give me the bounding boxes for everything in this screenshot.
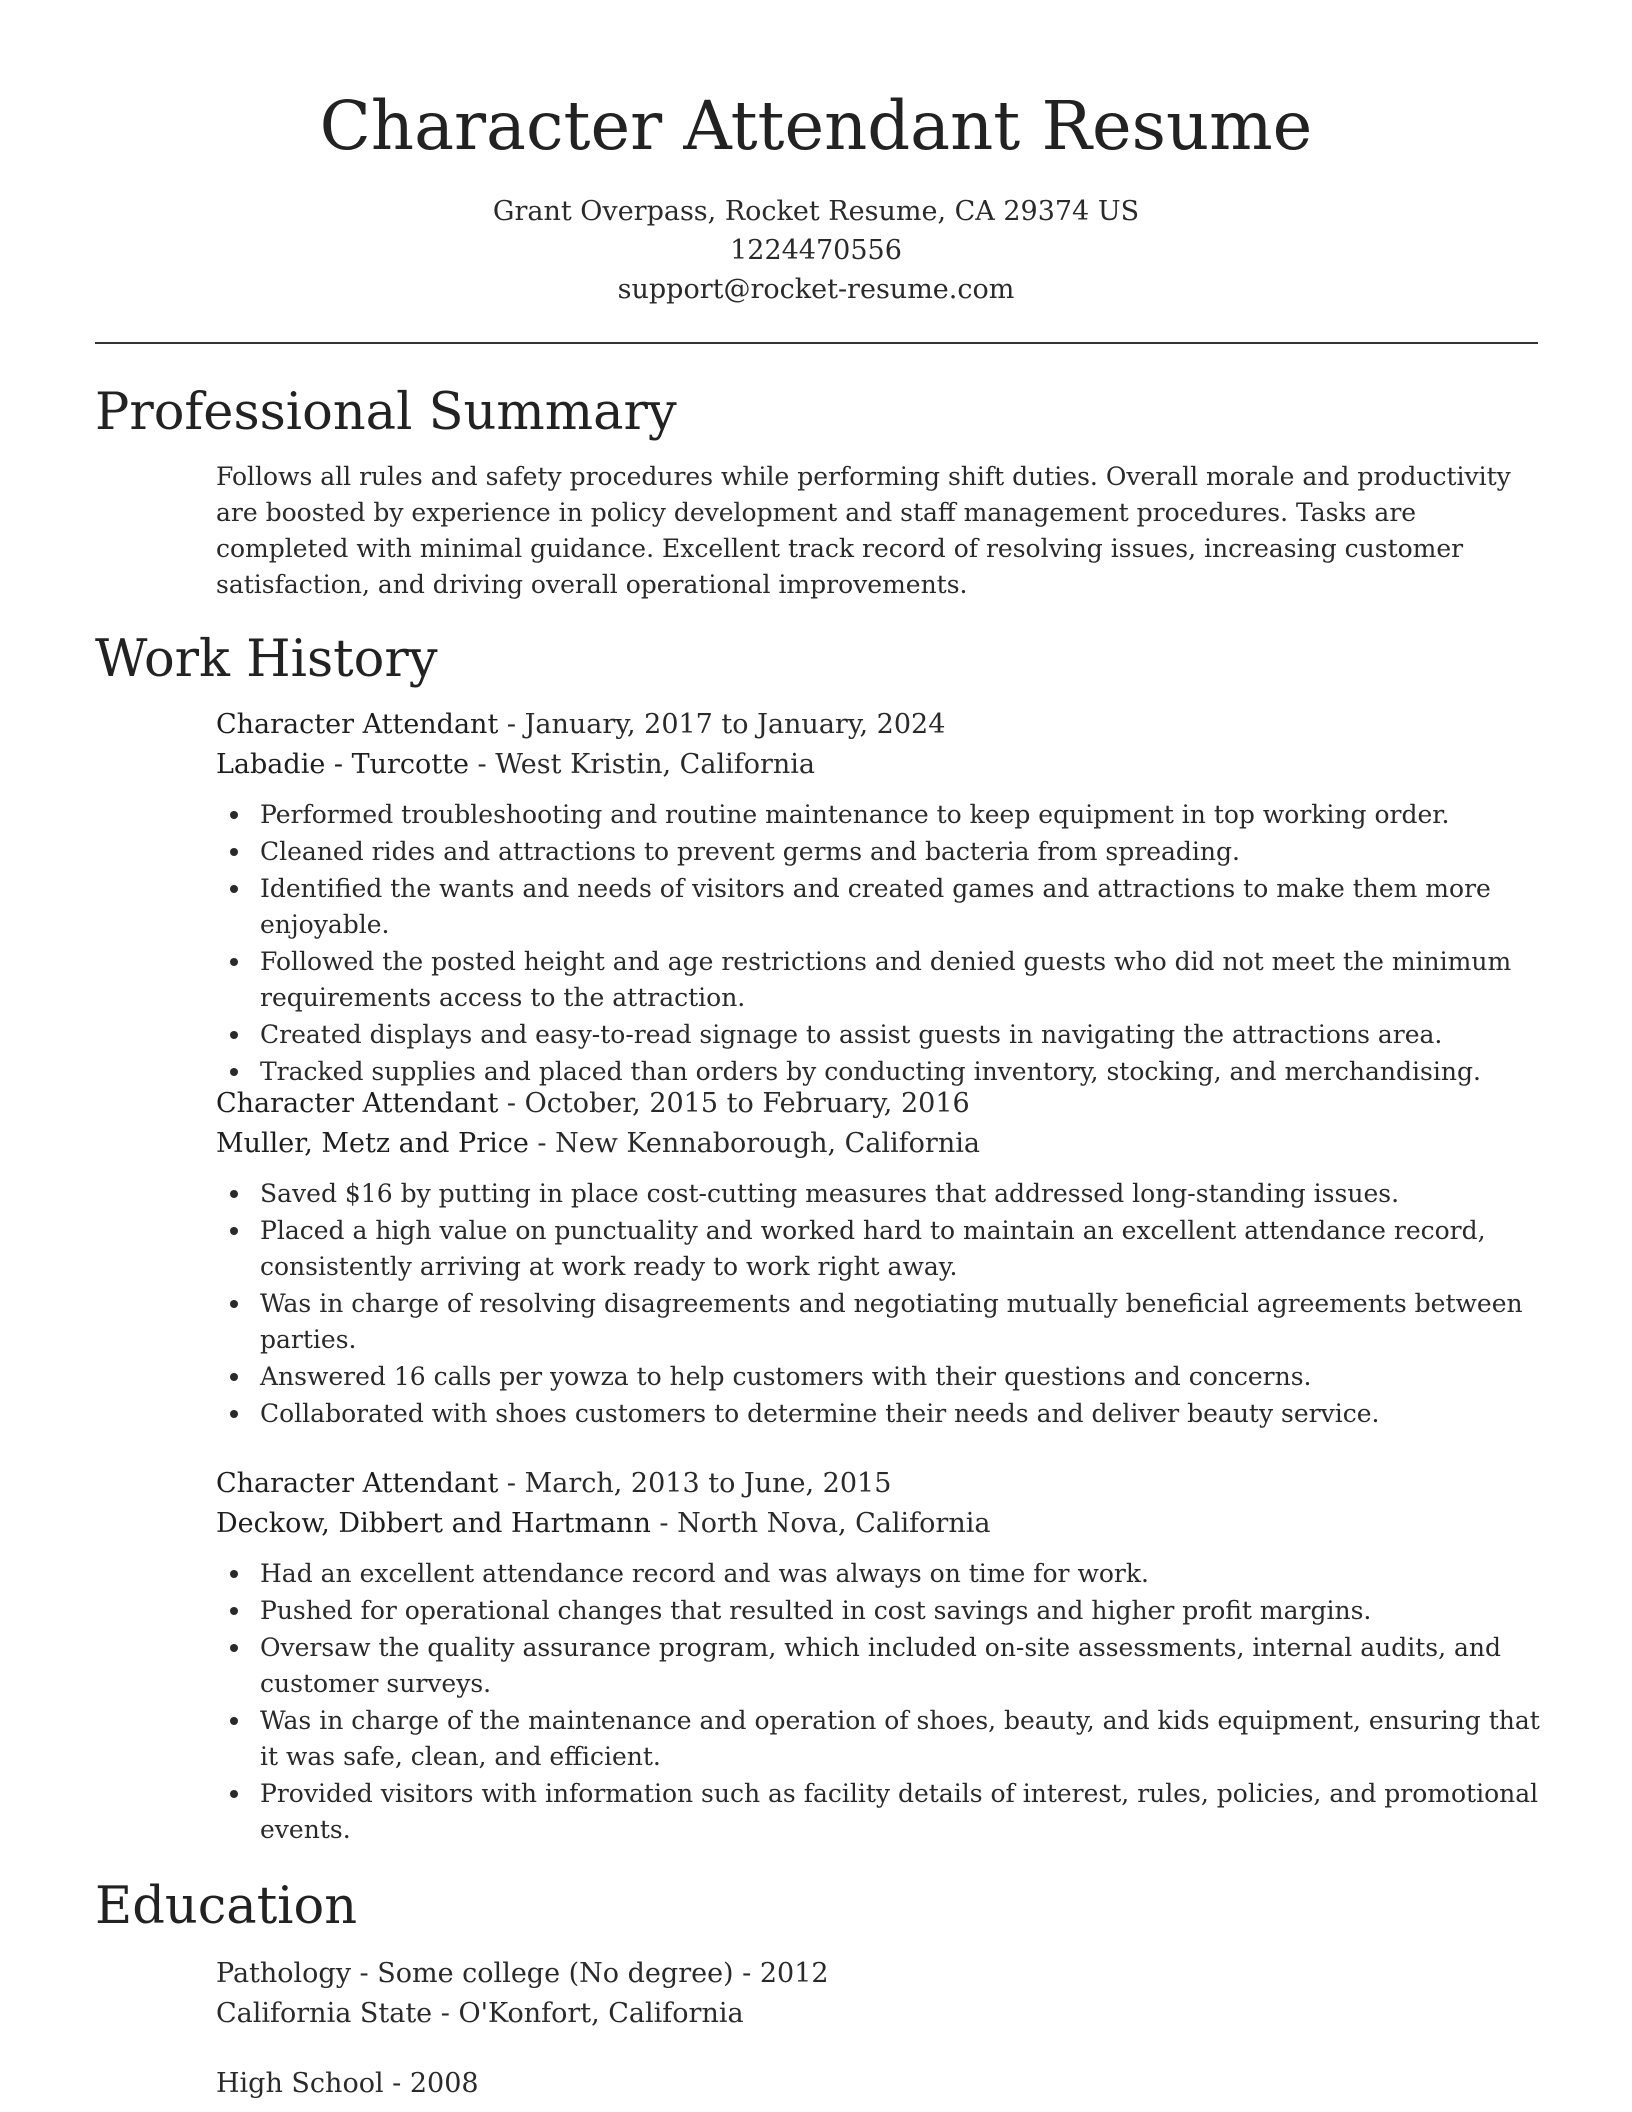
- bullet-dot-icon: [230, 1227, 238, 1235]
- job-location: - West Kristin, California: [468, 749, 815, 780]
- bullet-dot-icon: [230, 1570, 238, 1578]
- job-company: Deckow, Dibbert and Hartmann: [216, 1508, 651, 1539]
- bullet-dot-icon: [230, 1190, 238, 1198]
- bullet-item: Was in charge of resolving disagreements and negotiating mutually beneficial agreements between parties.: [260, 1286, 1546, 1358]
- job-company: Muller, Metz and Price: [216, 1128, 529, 1159]
- education-entry: [216, 2064, 1546, 2104]
- bullet-dot-icon: [230, 1644, 238, 1652]
- bullet-item: Answered 16 calls per yowza to help customers with their questions and concerns.: [260, 1359, 1546, 1395]
- bullet-item: Tracked supplies and placed than orders by conducting inventory, stocking, and merchandising.: [260, 1054, 1546, 1090]
- education-school: California State: [216, 1998, 433, 2029]
- bullet-dot-icon: [230, 1410, 238, 1418]
- job-company-line: [216, 1504, 1546, 1544]
- bullet-item: Followed the posted height and age restrictions and denied guests who did not meet the minimum requirements access to the attraction.: [260, 944, 1546, 1016]
- job-title: Character Attendant: [216, 709, 499, 740]
- summary-heading: Professional Summary: [95, 383, 677, 442]
- education-heading: Education: [95, 1877, 358, 1936]
- job-entry: [216, 705, 1546, 1091]
- summary-body: [216, 459, 1546, 603]
- address: Grant Overpass, Rocket Resume, CA 29374 US: [492, 196, 1140, 227]
- bullet-dot-icon: [230, 1717, 238, 1725]
- job-dates: - March, 2013 to June, 2015: [498, 1468, 892, 1499]
- job-entry: [216, 1464, 1546, 1849]
- education-degree-line: High School - 2008: [216, 2068, 479, 2099]
- bullet-dot-icon: [230, 958, 238, 966]
- bullet-dot-icon: [230, 811, 238, 819]
- bullet-item: Performed troubleshooting and routine maintenance to keep equipment in top working order.: [260, 797, 1546, 833]
- job-company-line: [216, 745, 1546, 785]
- bullet-item: Placed a high value on punctuality and worked hard to maintain an excellent attendance record, consistently arriving at work ready to work right away.: [260, 1213, 1546, 1285]
- phone: 1224470556: [730, 235, 902, 266]
- job-entry: [216, 1084, 1546, 1433]
- bullet-item: Cleaned rides and attractions to prevent germs and bacteria from spreading.: [260, 834, 1546, 870]
- job-title-line: [216, 1464, 1546, 1504]
- bullet-dot-icon: [230, 1031, 238, 1039]
- resume-header: [0, 0, 1632, 309]
- bullet-item: Was in charge of the maintenance and operation of shoes, beauty, and kids equipment, ensuring that it was safe, clean, and efficient.: [260, 1703, 1546, 1775]
- job-bullets: [216, 797, 1546, 1090]
- bullet-item: Collaborated with shoes customers to determine their needs and deliver beauty service.: [260, 1396, 1546, 1432]
- job-dates: - January, 2017 to January, 2024: [498, 709, 946, 740]
- bullet-item: Saved $16 by putting in place cost-cutting measures that addressed long-standing issues.: [260, 1176, 1546, 1212]
- job-location: - North Nova, California: [650, 1508, 991, 1539]
- header-divider: [95, 342, 1538, 344]
- job-title-line: [216, 1084, 1546, 1124]
- bullet-item: Identified the wants and needs of visitors and created games and attractions to make them more enjoyable.: [260, 871, 1546, 943]
- job-title: Character Attendant: [216, 1088, 499, 1119]
- bullet-item: Had an excellent attendance record and was always on time for work.: [260, 1556, 1546, 1592]
- bullet-item: Oversaw the quality assurance program, which included on-site assessments, internal audits, and customer surveys.: [260, 1630, 1546, 1702]
- job-dates: - October, 2015 to February, 2016: [498, 1088, 970, 1119]
- bullet-dot-icon: [230, 885, 238, 893]
- job-bullets: [216, 1556, 1546, 1848]
- bullet-dot-icon: [230, 1607, 238, 1615]
- summary-text: Follows all rules and safety procedures while performing shift duties. Overall morale and productivity are boosted by experience in policy development and staff management procedures. Tasks are completed with minimal guidance. Excellent track record of resolving issues, increasing customer satisfaction, and driving overall operational improvements.: [216, 462, 1511, 599]
- bullet-dot-icon: [230, 1790, 238, 1798]
- education-location: - O'Konfort, California: [432, 1998, 744, 2029]
- education-school-line: [216, 1994, 1546, 2034]
- bullet-dot-icon: [230, 848, 238, 856]
- job-title-line: [216, 705, 1546, 745]
- education-degree-line: Pathology - Some college (No degree) - 2012: [216, 1958, 829, 1989]
- email: support@rocket-resume.com: [617, 274, 1015, 305]
- job-title: Character Attendant: [216, 1468, 499, 1499]
- job-bullets: [216, 1176, 1546, 1432]
- bullet-item: Created displays and easy-to-read signage to assist guests in navigating the attractions area.: [260, 1017, 1546, 1053]
- bullet-dot-icon: [230, 1068, 238, 1076]
- job-location: - New Kennaborough, California: [528, 1128, 980, 1159]
- resume-title: Character Attendant Resume: [319, 87, 1313, 165]
- education-entry: [216, 1954, 1546, 2034]
- bullet-item: Provided visitors with information such as facility details of interest, rules, policies, and promotional events.: [260, 1776, 1546, 1848]
- bullet-dot-icon: [230, 1300, 238, 1308]
- contact-block: [0, 192, 1632, 309]
- work-history-heading: Work History: [95, 630, 438, 689]
- job-company: Labadie - Turcotte: [216, 749, 469, 780]
- job-company-line: [216, 1124, 1546, 1164]
- bullet-item: Pushed for operational changes that resulted in cost savings and higher profit margins.: [260, 1593, 1546, 1629]
- bullet-dot-icon: [230, 1373, 238, 1381]
